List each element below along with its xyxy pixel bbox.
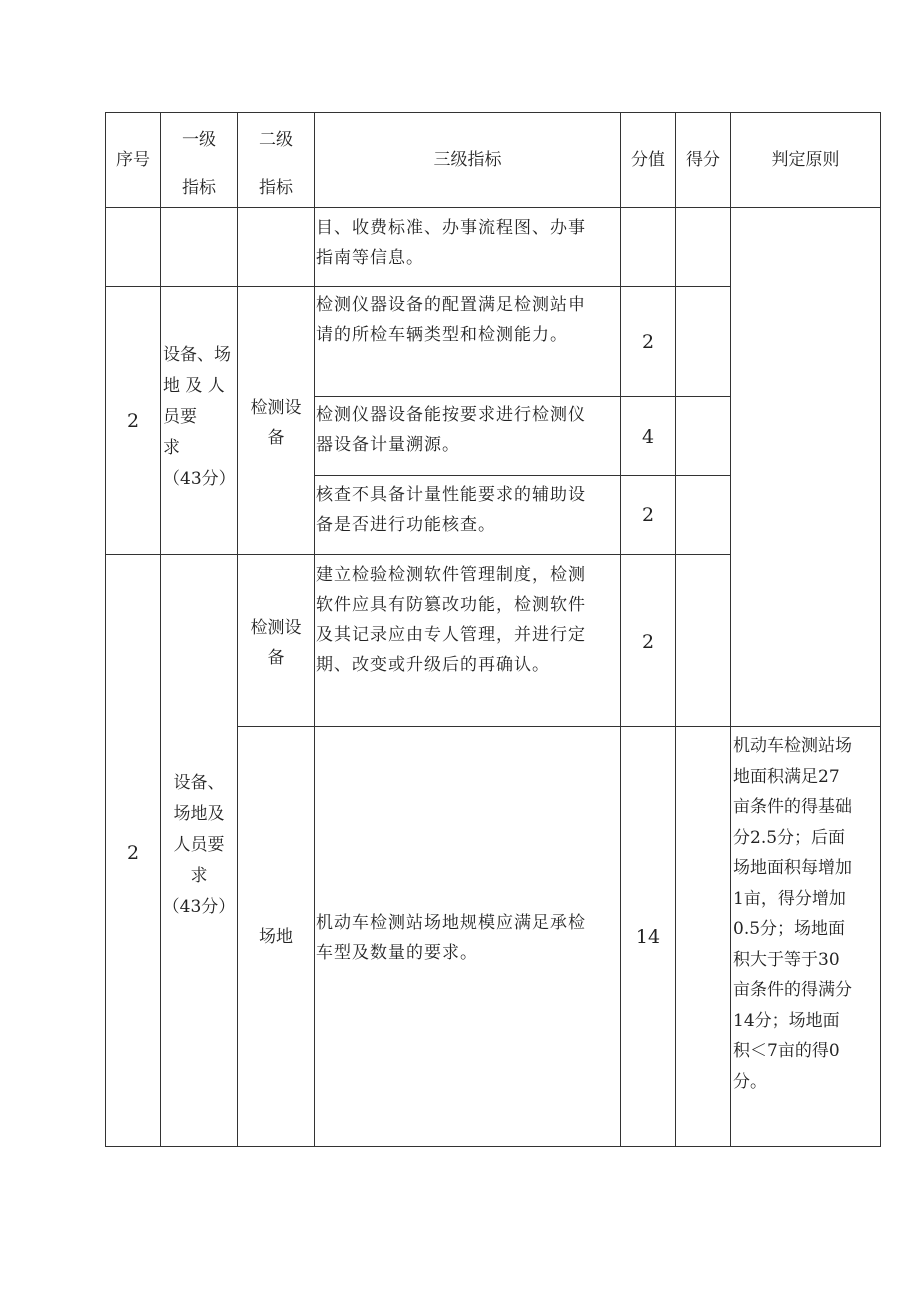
table-cell-criteria: 机动车检测站场 地面积满足27 亩条件的得基础 分2.5分；后面 场地面积每增加 1亩，得分增加 0.5分；场地面 积大于等于30 亩条件的得满分 14分；场地面 积＜7亩的得0 分。 — [733, 736, 852, 1092]
table-cell-points: 2 — [641, 631, 655, 653]
header-level3: 三级指标 — [433, 150, 502, 170]
table-cell-level3: 检测仪器设备的配置满足检测站申 请的所检车辆类型和检测能力。 — [316, 295, 586, 345]
header-points: 分值 — [631, 150, 665, 170]
table-cell-level3: 机动车检测站场地规模应满足承检 车型及数量的要求。 — [316, 913, 586, 963]
table-cell-level1: 设备、 场地及 人员要 求 （43分） — [162, 773, 236, 917]
table-cell-points: 4 — [641, 426, 655, 448]
header-level2: 二级 指标 — [259, 130, 293, 198]
table-cell-points: 2 — [641, 504, 655, 526]
table-cell-level2: 检测设 备 — [250, 618, 302, 668]
table-cell-points: 14 — [635, 926, 661, 948]
table-cell-level2: 检测设 备 — [250, 398, 302, 448]
table-cell-points: 2 — [641, 331, 655, 353]
table-cell-level1: 设备、场 地 及 人 员要 求 （43分） — [163, 345, 236, 489]
table-cell-level3: 建立检验检测软件管理制度，检测 软件应具有防篡改功能，检测软件 及其记录应由专人管理，并进行定 期、改变或升级后的再确认。 — [316, 565, 586, 675]
header-criteria: 判定原则 — [771, 150, 840, 170]
header-level1: 一级 指标 — [182, 130, 216, 198]
header-seq: 序号 — [116, 150, 150, 170]
table-cell-level3: 核查不具备计量性能要求的辅助设 备是否进行功能核查。 — [316, 485, 586, 535]
table-cell-level3: 目、收费标准、办事流程图、办事 指南等信息。 — [316, 218, 586, 268]
table-cell-level2: 场地 — [259, 927, 293, 947]
table-cell-seq: 2 — [126, 410, 140, 432]
table-cell-level3: 检测仪器设备能按要求进行检测仪 器设备计量溯源。 — [316, 405, 586, 455]
table-cell-seq: 2 — [126, 842, 140, 864]
header-score: 得分 — [686, 150, 720, 170]
